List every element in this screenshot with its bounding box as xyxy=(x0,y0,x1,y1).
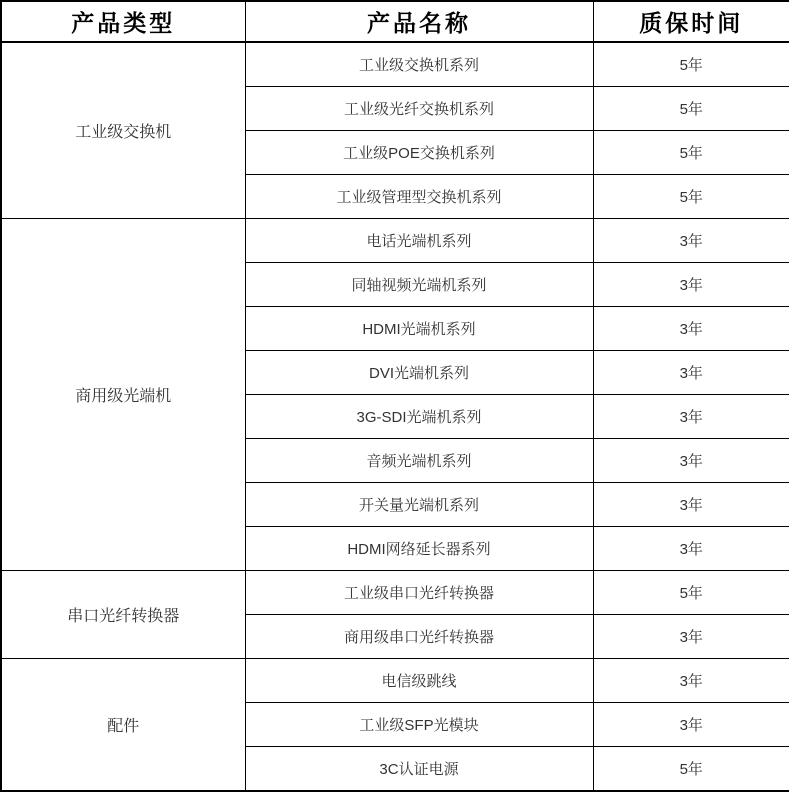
warranty-value-cell: 5年 xyxy=(593,87,789,131)
product-type-cell: 商用级光端机 xyxy=(1,219,245,571)
warranty-value-cell: 3年 xyxy=(593,307,789,351)
product-type-cell: 工业级交换机 xyxy=(1,42,245,219)
product-name-cell: 3G-SDI光端机系列 xyxy=(245,395,593,439)
table-header xyxy=(1,1,789,42)
table-row xyxy=(1,659,789,703)
warranty-value-cell: 3年 xyxy=(593,263,789,307)
warranty-value-cell: 5年 xyxy=(593,175,789,219)
warranty-value-cell: 3年 xyxy=(593,395,789,439)
product-name-cell: HDMI网络延长器系列 xyxy=(245,527,593,571)
header-row xyxy=(1,1,789,42)
product-name-cell: 工业级管理型交换机系列 xyxy=(245,175,593,219)
warranty-value-cell: 3年 xyxy=(593,219,789,263)
warranty-value-cell: 3年 xyxy=(593,615,789,659)
product-name-cell: 商用级串口光纤转换器 xyxy=(245,615,593,659)
warranty-value-cell: 3年 xyxy=(593,351,789,395)
warranty-value-cell: 3年 xyxy=(593,483,789,527)
product-name-cell: 工业级光纤交换机系列 xyxy=(245,87,593,131)
product-name-cell: 工业级POE交换机系列 xyxy=(245,131,593,175)
warranty-value-cell: 5年 xyxy=(593,571,789,615)
column-header-product-name: 产品名称 xyxy=(245,1,593,42)
warranty-value-cell: 3年 xyxy=(593,659,789,703)
column-header-product-type: 产品类型 xyxy=(1,1,245,42)
table-row xyxy=(1,42,789,87)
product-type-cell: 配件 xyxy=(1,659,245,792)
table-row xyxy=(1,571,789,615)
warranty-value-cell: 5年 xyxy=(593,131,789,175)
warranty-value-cell: 3年 xyxy=(593,527,789,571)
warranty-value-cell: 5年 xyxy=(593,42,789,87)
product-type-cell: 串口光纤转换器 xyxy=(1,571,245,659)
warranty-value-cell: 3年 xyxy=(593,703,789,747)
table-row xyxy=(1,219,789,263)
product-name-cell: 工业级SFP光模块 xyxy=(245,703,593,747)
column-header-warranty-time: 质保时间 xyxy=(593,1,789,42)
product-name-cell: 同轴视频光端机系列 xyxy=(245,263,593,307)
table-body xyxy=(1,42,789,791)
product-name-cell: 电话光端机系列 xyxy=(245,219,593,263)
product-name-cell: 工业级串口光纤转换器 xyxy=(245,571,593,615)
product-name-cell: 工业级交换机系列 xyxy=(245,42,593,87)
product-name-cell: 电信级跳线 xyxy=(245,659,593,703)
product-name-cell: 3C认证电源 xyxy=(245,747,593,792)
product-name-cell: DVI光端机系列 xyxy=(245,351,593,395)
warranty-value-cell: 5年 xyxy=(593,747,789,792)
product-name-cell: 开关量光端机系列 xyxy=(245,483,593,527)
product-name-cell: 音频光端机系列 xyxy=(245,439,593,483)
product-name-cell: HDMI光端机系列 xyxy=(245,307,593,351)
warranty-value-cell: 3年 xyxy=(593,439,789,483)
